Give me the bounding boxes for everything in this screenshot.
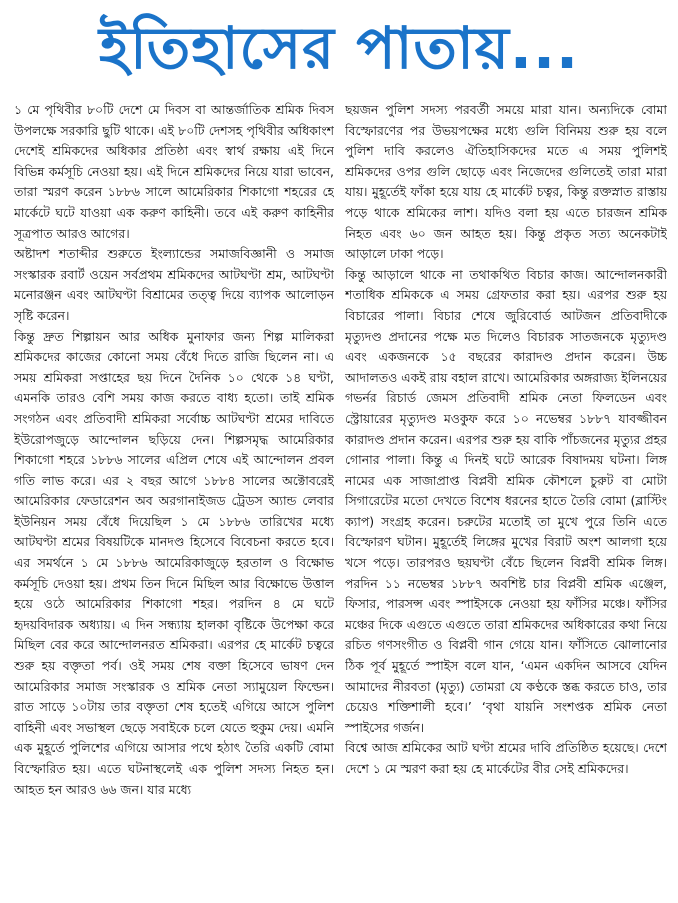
paragraph: কিন্তু আড়ালে থাকে না তথাকথিত বিচার কাজ। আন্দোলনকারী শতাধিক শ্রমিককে এ সময় গ্রেফতার করা হয়। এরপর শুরু হয় বিচারের পালা। বিচার শেষে জুরিবোর্ড আটজন প্রতিবাদীকে মৃত্যুদণ্ড প্রদানের পক্ষে মত দিলেও বিচারক সাতজনকে মৃত্যুদণ্ড এবং একজনকে ১৫ বছরের কারাদণ্ড প্রদান করেন। উচ্চ আদালতও একই রায় বহাল রাখে। আমেরিকার অঙ্গরাজ্য ইলিনয়ের গভর্নর রিচার্ড জেমস প্রতিবাদী শ্রমিক নেতা ফিলডেন এবং স্ট্রোয়ারের মৃত্যুদণ্ড মওকুফ করে ১০ নভেম্বর ১৮৮৭ যাবজ্জীবন কারাদণ্ড প্রদান করেন। এরপর শুরু হয় বাকি পাঁচজনের মৃত্যুর প্রহর গোনার পালা। কিন্তু এ দিনই ঘটে আরেক বিষাদময় ঘটনা। লিঙ্গ নামের এক সাজাপ্রাপ্ত বিপ্লবী শ্রমিক কৌশলে চুরুট বা মোটা সিগারেটের মতো দেখতে বিশেষ ধরনের হাতে তৈরি বোমা (ব্লাস্টিং ক্যাপ) সংগ্রহ করেন। চরুটের মতোই তা মুখে পুরে তিনি এতে বিস্ফোরণ ঘটান। মুহূর্তেই লিঙ্গের মুখের বিরাট অংশ আলগা হয়ে খসে পড়ে। তারপরও ছয়ঘণ্টা বেঁচে ছিলেন বিপ্লবী শ্রমিক লিঙ্গ। পরদিন ১১ নভেম্বর ১৮৮৭ অবশিষ্ট চার বিপ্লবী শ্রমিক এঞ্জেল, ফিসার, পারসন্স এবং স্পাইসকে নেওয়া হয় ফাঁসির মঞ্চে। ফাঁসির মঞ্চের দিকে এগুতে এগুতে তারা শ্রমিকদের অধিকারের কথা নিয়ে রচিত গণসংগীত ও বিপ্লবী গান গেয়ে যান। ফাঁসিতে ঝোলানোর ঠিক পূর্ব মুহূর্তে স্পাইস বলে যান, ‘এমন একদিন আসবে যেদিন আমাদের নীরবতা (মৃত্যু) তোমরা যে কণ্ঠকে স্তব্ধ করতে চাও, তার চেয়েও শক্তিশালী হবে।’ ‘বৃথা যায়নি সংশপ্তক শ্রমিক নেতা স্পাইসের গর্জন।	[345, 266, 667, 735]
article-column-left	[14, 100, 334, 896]
paragraph: বিশ্বে আজ শ্রমিকের আট ঘণ্টা শ্রমের দাবি প্রতিষ্ঠিত হয়েছে। দেশে দেশে ১ মে স্মরণ করা হয় হে মার্কেটের বীর সেই শ্রমিকদের।	[345, 740, 667, 776]
article-column-right	[345, 100, 667, 896]
paragraph: কিন্তু দ্রুত শিল্পায়ন আর অধিক মুনাফার জন্য শিল্প মালিকরা শ্রমিকদের কাজের কোনো সময় বেঁধে দিতে রাজি ছিলেন না। এ সময় শ্রমিকরা সপ্তাহের ছয় দিনে দৈনিক ১০ থেকে ১৪ ঘণ্টা, এমনকি তারও বেশি সময় কাজ করতে বাধ্য হতো। তাই শ্রমিক সংগঠন এবং প্রতিবাদী শ্রমিকরা সর্বোচ্চ আটঘণ্টা শ্রমের দাবিতে ইউরোপজুড়ে আন্দোলন ছড়িয়ে দেন। শিল্পসমৃদ্ধ আমেরিকার শিকাগো শহরে ১৮৮৬ সালের এপ্রিল শেষে এই আন্দোলন প্রবল গতি লাভ করে। এর ২ বছর আগে ১৮৮৪ সালের অক্টোবরেই আমেরিকার ফেডারেশন অব অরগানাইজড ট্রেডস অ্যান্ড লেবার ইউনিয়ন সময় বেঁধে দিয়েছিল ১ মে ১৮৮৬ তারিখের মধ্যে আটঘণ্টা শ্রমের বিষয়টিকে মানদণ্ড হিসেবে বিবেচনা করতে হবে। এর সমর্থনে ১ মে ১৮৮৬ আমেরিকাজুড়ে হরতাল ও বিক্ষোভ কর্মসূচি দেওয়া হয়। প্রথম তিন দিনে মিছিল আর বিক্ষোভে উত্তাল হয়ে ওঠে আমেরিকার শিকাগো শহর। পরদিন ৪ মে ঘটে হৃদয়বিদারক অধ্যায়। এ দিন সন্ধ্যায় হালকা বৃষ্টিকে উপেক্ষা করে মিছিল বের করে আন্দোলনরত শ্রমিকরা। এরপর হে মার্কেট চত্বরে শুরু হয় বক্তৃতা পর্ব। ওই সময় শেষ বক্তা হিসেবে ভাষণ দেন আমেরিকার সমাজ সংস্কারক ও শ্রমিক নেতা স্যামুয়েল ফিল্ডেন। রাত সাড়ে ১০টায় তার বক্তৃতা শেষ হতেই এগিয়ে আসে পুলিশ বাহিনী এবং সভাস্থল ছেড়ে সবাইকে চলে যেতে হুকুম দেয়। এমনি এক মুহূর্তে পুলিশের এগিয়ে আসার পথে হঠাৎ তৈরি একটি বোমা বিস্ফোরিত হয়। এতে ঘটনাস্থলেই এক পুলিশ সদস্য নিহত হন। আহত হন আরও ৬৬ জন। যার মধ্যে	[14, 328, 334, 797]
article-headline: ইতিহাসের পাতায়...	[98, 14, 580, 82]
paragraph: ১ মে পৃথিবীর ৮০টি দেশে মে দিবস বা আন্তর্জাতিক শ্রমিক দিবস উপলক্ষে সরকারি ছুটি থাকে। এই ৮০টি দেশসহ পৃথিবীর অধিকাংশ দেশেই শ্রমিকদের অধিকার প্রতিষ্ঠা এবং স্বার্থ রক্ষায় এই দিনে বিভিন্ন কর্মসূচি নেওয়া হয়। এই দিনে শ্রমিকদের নিয়ে যারা ভাবেন, তারা স্মরণ করেন ১৮৮৬ সালে আমেরিকার শিকাগো শহরের হে মার্কেটে ঘটে যাওয়া এক করুণ কাহিনী। তবে এই করুণ কাহিনীর সূত্রপাত আরও আগের।	[14, 102, 334, 241]
paragraph: ছয়জন পুলিশ সদস্য পরবর্তী সময়ে মারা যান। অন্যদিকে বোমা বিস্ফোরণের পর উভয়পক্ষের মধ্যে গুলি বিনিময় শুরু হয় বলে পুলিশ দাবি করলেও ঐতিহাসিকদের মতে এ সময় পুলিশই শ্রমিকদের ওপর গুলি ছোড়ে এবং নিজেদের গুলিতেই তারা মারা যায়। মুহূর্তেই ফাঁকা হয়ে যায় হে মার্কেট চত্বর, কিন্তু রক্তস্নাত রাস্তায় পড়ে থাকে শ্রমিকের লাশ। যদিও বলা হয় এতে চারজন শ্রমিক নিহত এবং ৬০ জন আহত হয়। কিন্তু প্রকৃত সত্য অনেকটাই আড়ালে ঢাকা পড়ে।	[345, 102, 667, 262]
paragraph: অষ্টাদশ শতাব্দীর শুরুতে ইংল্যান্ডের সমাজবিজ্ঞানী ও সমাজ সংস্কারক রবার্ট ওয়েন সর্বপ্রথম শ্রমিকদের আটঘণ্টা শ্রম, আটঘণ্টা মনোরঞ্জন এবং আটঘণ্টা বিশ্রামের তত্ত্ব দিয়ে ব্যাপক আলোড়ন সৃষ্টি করেন।	[14, 246, 334, 323]
